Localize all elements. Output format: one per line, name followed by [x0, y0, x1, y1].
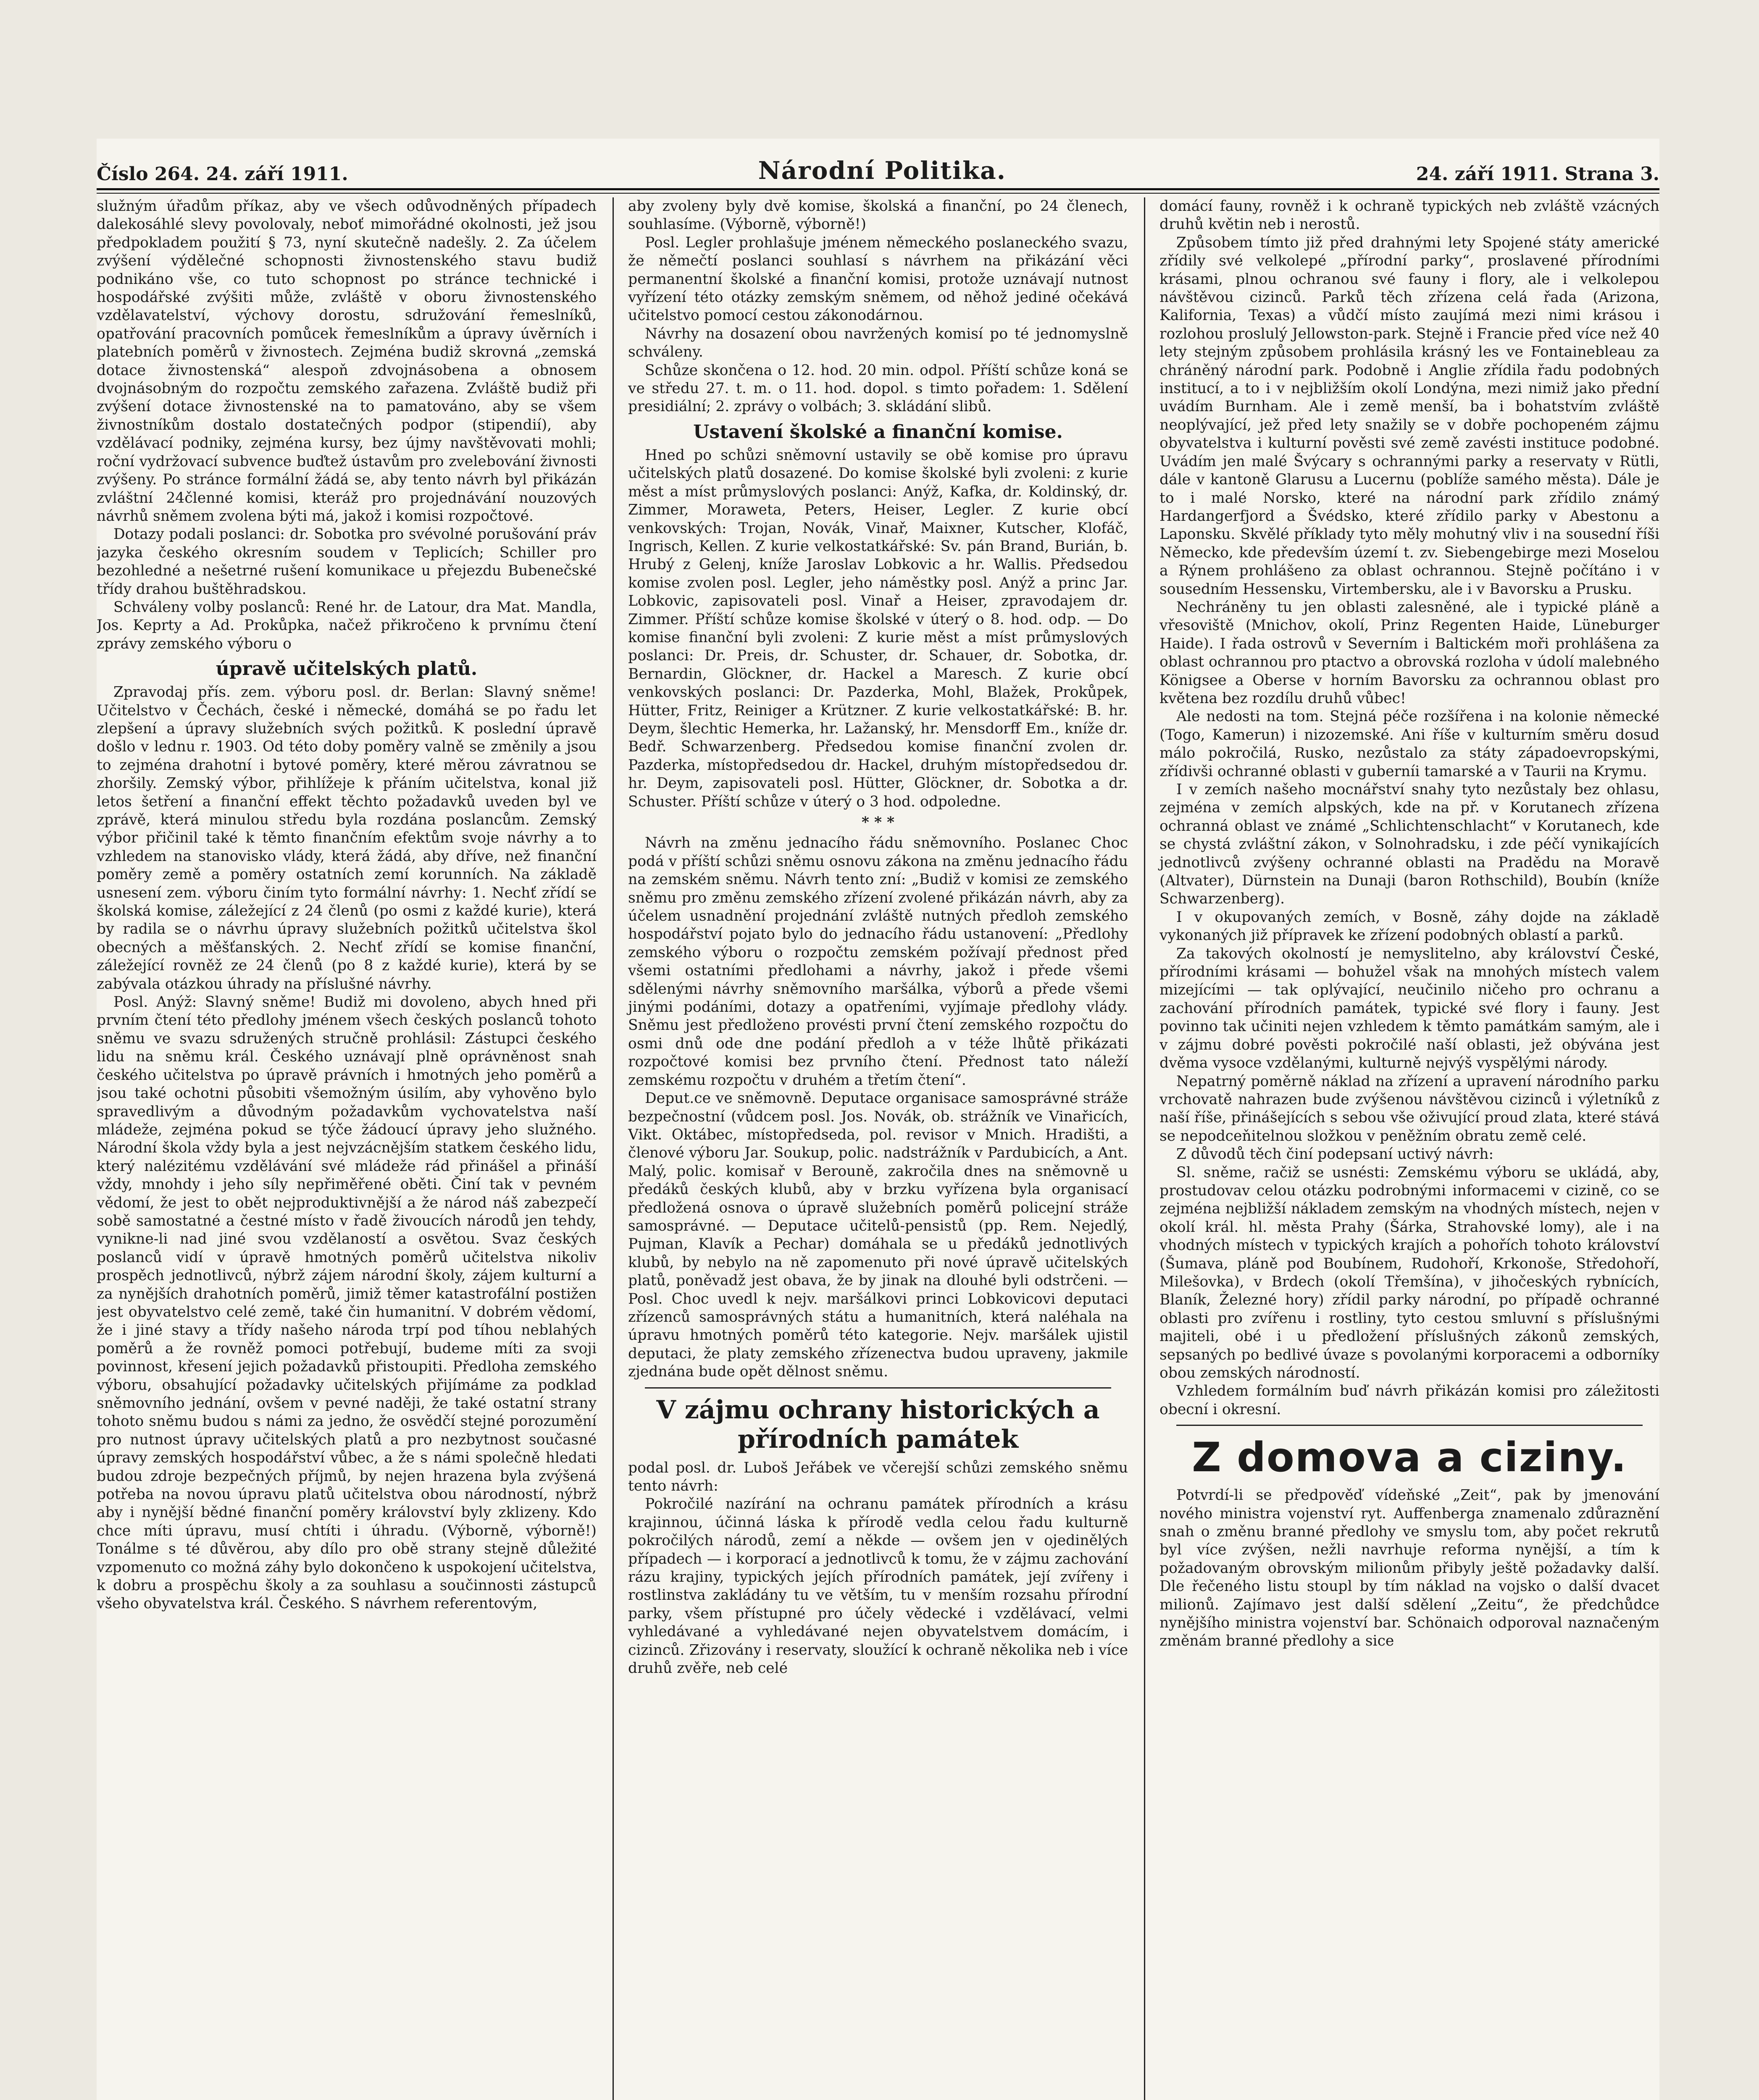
column-1 — [97, 197, 597, 2100]
paragraph: Za takových okolností je nemyslitelno, aby království České, přírodními krásami — bohužel však na mnohých místech valem mizejícími — tak oplývající, neučinilo ničeho pro ochranu a zachování přírodních památek, typické své flory i fauny. Jest povinno tak učiniti nejen vzhledem k těmto památkám samým, ale i v zájmu dobré pověsti pokročilé naší oblasti, jež obývána jest dvěma vysoce vzdělanými, kulturně nejvýš vyspělými národy. — [1160, 945, 1659, 1072]
article-heading: Ustavení školské a finanční komise. — [693, 421, 1063, 443]
paragraph: Návrh na změnu jednacího řádu sněmovního. Poslanec Choc podá v příští schůzi sněmu osnovu zákona na změnu jednacího řádu na zemském sněmu. Návrh tento zní: „Budiž v komisi ze zemského sněmu pro změnu zemského zřízení zvolené přikázán návrh, aby za účelem usnadnění projednání zvláště nutných předloh zemského hospodářství pojato bylo do jednacího řádu ustanovení: „Předlohy zemského výboru o rozpočtu zemském požívají přednost před všemi ostatními předlohami a návrhy, jakož i přede všemi sdělenými návrhy sněmovního maršálka, výborů a přede všemi jinými podáními, dotazy a opatřeními, vyjímaje předlohy vlády. Sněmu jest předloženo provésti první čtení zemského rozpočtu do osmi dnů ode dne podání předloh a v téže lhůtě přikázati rozpočtové komisi bez prvního čtení. Přednost tato náleží zemskému rozpočtu v druhém a třetím čtení“. — [628, 835, 1128, 1089]
paragraph: podal posl. dr. Luboš Jeřábek ve včerejší schůzi zemského sněmu tento návrh: — [628, 1459, 1128, 1494]
paragraph: Posl. Anýž: Slavný sněme! Budiž mi dovoleno, abych hned při prvním čtení této předlohy jménem všech českých poslanců tohoto sněmu ve svazu sdružených stručně prohlásil: Zástupci českého lidu na sněmu král. Českého uznávají plně oprávněnost snah českého učitelstva po úpravě právních i hmotných jeho poměrů a jsou také ochotni působiti všemožným úsilím, aby vyhověno bylo spravedlivým a důvodným požadavkům vychovatelstva naší mládeže, zejména pokud se týče žádoucí úpravy jeho služného. Národní škola vždy byla a jest nejvzácnějším statkem českého lidu, který nalézitému vzdělávání své mládeže rád přinášel a přináší vždy, mnohdy i jeho síly nepřiměřené oběti. Činí tak v pevném vědomí, že jest to obět nejproduktivnější a že národ náš zabezpečí sobě samostatné a čestné místo v řadě živoucích národů jen tehdy, vynikne-li nad jiné svou vzdělaností a osvětou. Svaz českých poslanců vidí v úpravě hmotných poměrů učitelstva nikoliv prospěch jednotlivců, nýbrž zájem národní školy, zájem kulturní a za nynějších drahotních poměrů, jimiž těmer katastrofální postižen jest obyvatelstvo celé země, také čin humanitní. V dobrém vědomí, že i jiné stavy a třídy našeho národa trpí pod tíhou neblahých poměrů a že rovněž pomoci potřebují, budeme míti za svoji povinnost, křesení jejich požadavků přistoupiti. Předloha zemského výboru, obsahující požadavky učitelských přijímáme za podklad sněmovního jednání, ovšem v pevné naději, že také ostatní strany tohoto sněmu budou s námi za jedno, že osvědčí stejné porozumění pro nutnost úpravy učitelských platů a pro nezbytnost současné úpravy zemských hospodářství vůbec, a že s námi společně hledati budou zdroje bezpečných příjmů, by nejen hrazena byla zvýšená potřeba na novou úpravu platů učitelstva obou národností, nýbrž aby i nynější bědné finanční poměry království byly zklizeny. Kdo chce míti úpravu, musí chtíti i úhradu. (Výborně, výborně!) Tonálme s té důvěrou, aby dílo pro obě strany stejně důležité vzpomenuto co možná záhy bylo dokončeno k uspokojení učitelstva, k dobru a prospěchu školy a za souhlasu a součinnosti zástupců všeho obyvatelstva král. Českého. S návrhem referentovým, — [97, 994, 597, 1612]
paragraph: služným úřadům příkaz, aby ve všech odůvodněných případech dalekosáhlé slevy povolovaly, neboť mimořádné okolnosti, jež jsou předpokladem použití § 73, nyní skutečně nadešly. 2. Za účelem zvýšení výdělečné schopnosti živnostenského stavu budiž podnikáno vše, co tuto schopnost po stránce technické i hospodářské zvýšiti může, zvláště v oboru živnostenského vzdělavatelství, výchovy dorostu, sdružování řemeslníků, opatřování pracovních pomůcek řemeslníkům a úpravy úvěrních i platebních poměrů v živnostech. Zejména budiž skrovná „zemská dotace živnostenská“ alespoň zdvojnásobena a obnosem dvojnásobným do rozpočtu zemského zařazena. Zvláště budiž při zvýšení dotace živnostenské na to pamatováno, aby se všem živnostníkům dostalo dostatečných podpor (stipendií), aby vzdělávací podniky, zejména kursy, bez újmy navštěvovati mohli; roční vydržovací subvence buďtež ústavům pro zvelebování živnosti zvýšeny. Po stránce formální žádá se, aby tento návrh byl přikázán zvláštní 24členné komisi, kteráž pro projednávání nouzových návrhů sněmem zvolena býti má, jakož i komisi rozpočtové. — [97, 198, 597, 525]
paragraph: Způsobem tímto již před drahnými lety Spojené státy americké zřídily své velkolepé „přírodní parky“, proslavené přírodními krásami, plnou ochranou své fauny i flory, ale i velkolepou návštěvou cizinců. Parků těch zřízena celá řada (Arizona, Kalifornia, Texas) a vůdčí místo zaujímá mezi nimi krásou i rozlohou proslulý Jellowston-park. Stejně i Francie před více než 40 lety stejným způsobem prohlásila krásný les ve Fontainebleau za chráněný národní park. Podobně i Anglie zřídila řadu podobných institucí, a to i v nejbližším okolí Londýna, mezi nimiž jako přední uvádím Burnham. Ale i země menší, ba i bohatstvím zvláště neoplývající, jež před lety snažily se v dobře pochopeném zájmu obyvatelstva i kulturní pověsti své země zavésti instituce podobné. Uvádím jen malé Švýcary s ochrannými parky a reservaty v Rütli, dále v kantoně Glarusu a Lucernu (poblíže samého města). Dále je to i malé Norsko, které na národní park zřídilo známý Hardangerfjord a Švédsko, které zřídilo parky v Abestonu a Laponsku. Skvělé příklady tyto měly mohutný vliv i na sousední říši Německo, kde především území t. zv. Siebengebirge mezi Moselou a Rýnem prohlášeno za oblast ochrannou. Stejně počítáno i v sousedním Hessensku, Virtembersku, ale i v Bavorsku a Prusku. — [1160, 234, 1659, 598]
divider — [645, 1387, 1111, 1389]
paragraph: Hned po schůzi sněmovní ustavily se obě komise pro úpravu učitelských platů dosazené. Do komise školské byli zvoleni: z kurie měst a míst průmyslových poslanci: Anýž, Kafka, dr. Koldinský, dr. Zimmer, Moraweta, Peters, Heiser, Legler. Z kurie obcí venkovských: Trojan, Novák, Vinař, Maixner, Kutscher, Klofáč, Ingrisch, Kellen. Z kurie velkostatkářské: Sv. pán Brand, Burián, b. Hrubý z Gelenj, kníže Jaroslav Lobkovic a hr. Wallis. Předsedou komise zvolen posl. Legler, jeho náměstky posl. Anýž a princ Jar. Lobkovic, zapisovateli posl. Vinař a Heiser, zpravodajem dr. Zimmer. Příští schůze komise školské v úterý o 8. hod. odp. — Do komise finanční byli zvoleni: Z kurie měst a míst průmyslových poslanci: Dr. Preis, dr. Schuster, dr. Schauer, dr. Sobotka, dr. Bernardin, Glöckner, dr. Hackel a Maresch. Z kurie obcí venkovských poslanci: Dr. Pazderka, Mohl, Blažek, Prokůpek, Hütter, Fritz, Reiniger a Krützner. Z kurie velkostatkářské: B. hr. Deym, šlechtic Hemerka, hr. Lažanský, hr. Mensdorff Em., kníže dr. Bedř. Schwarzenberg. Předsedou komise finanční zvolen dr. Pazderka, místopředsedou dr. Hackel, druhým místopředsedou dr. hr. Deym, zapisovateli posl. Hütter, Glöckner, dr. Sobotka a dr. Schuster. Příští schůze v úterý o 3 hod. odpoledne. — [628, 446, 1128, 810]
issue-number: Číslo 264. 24. září 1911. — [97, 163, 348, 185]
paragraph: Deput.ce ve sněmovně. Deputace organisace samosprávné stráže bezpečnostní (vůdcem posl. Jos. Novák, ob. strážník ve Vinařicích, Vikt. Oktábec, místopředseda, pol. revisor v Mnich. Hradišti, a členové výboru Jar. Soukup, polic. nadstrážník v Pardubicích, a Ant. Malý, polic. komisař v Berouně, zakročila dnes na sněmovně u předáků českých klubů, aby v brzku vyřízena byla organisací předložená osnova o úpravě služebních poměrů policejní stráže samosprávné. — Deputace učitelů-pensistů (pp. Rem. Nejedlý, Pujman, Klavík a Pechar) domáhala se u předáků jednotlivých klubů, by nebylo na ně zapomenuto při nové úpravě učitelských platů, poněvadž jest obava, že by jinak na dlouhé byli odstrčeni. — Posl. Choc uvedl k nejv. maršálkovi princi Lobkovicovi deputaci zřízenců samosprávných státu a humanitních, která naléhala na úpravu hmotných poměrů této kategorie. Nejv. maršálek ujistil deputaci, že platy zemského zřízenectva budou upraveny, jakmile zjednána bude opět dělnost sněmu. — [628, 1090, 1128, 1381]
paragraph: Z důvodů těch činí podepsaní uctivý návrh: — [1176, 1146, 1494, 1163]
header-rule — [97, 188, 1659, 194]
columns — [97, 197, 1659, 2100]
date-and-page: 24. září 1911. Strana 3. — [1416, 163, 1659, 185]
paragraph: Nepatrný poměrně náklad na zřízení a upravení národního parku vrchovatě nahrazen bude zvýšenou návštěvou cizinců i výletníků z naší říše, přinášejících s sebou vše oživující proud zlata, které stává se nepodceňitelnou složkou v peněžním obratu země celé. — [1160, 1073, 1659, 1144]
paragraph: Vzhledem formálním buď návrh přikázán komisi pro záležitosti obecní i okresní. — [1160, 1383, 1659, 1418]
divider — [1176, 1425, 1643, 1426]
paragraph: Ale nedosti na tom. Stejná péče rozšířena i na kolonie německé (Togo, Kamerun) i nizozemské. Ani říše v kulturním směru dosud málo pokročilá, Rusko, nezůstalo za státy západoevropskými, zřídivši ochranné oblasti v guberníi tamarské a v Taurii na Krymu. — [1160, 708, 1659, 780]
paragraph: Sl. sněme, račiž se usnésti: Zemskému výboru se ukládá, aby, prostudovav celou otázku podrobnými informacemi v cizině, co se zejména nejbližší nákladem zemským na vhodných místech, nejen v okolí král. hl. města Prahy (Šárka, Strahovské lomy), ale i na vhodných místech v typických krajích a pohořích tohoto království (Šumava, pláně pod Boubínem, Rudohoří, Krkonoše, Středohoří, Milešovka), v Brdech (okolí Třemšína), v jihočeských rybnících, Blaník, Železné hory) zřídil parky národní, po případě ochranné oblasti pro zvířenu i rostliny, tyto cestou smluvní s příslušnými majiteli, obé i u předložení příslušných zákonů zemských, sepsaných po bedlivé úvaze s povolanými korporacemi a odborníky obou zemských národností. — [1160, 1164, 1659, 1381]
paragraph: domácí fauny, rovněž i k ochraně typických neb zvláště vzácných druhů květin neb i nerostů. — [1160, 198, 1659, 233]
paragraph: Dotazy podali poslanci: dr. Sobotka pro svévolné porušování práv jazyka českého okresním soudem v Teplicích; Schiller pro bezohledné a nešetrné rušení komunikace u přejezdu Bubenečské třídy drahou buštěhradskou. — [97, 526, 597, 598]
column-2 — [613, 197, 1128, 2100]
paragraph: I v zemích našeho mocnářství snahy tyto nezůstaly bez ohlasu, zejména v zemích alpských, kde na př. v Korutanech zřízena ochranná oblast ve známé „Schlichtenschlacht“ v Korutanech, kde se chystá zvláštní zákon, v Solnohradsku, i zde péčí vynikajících jednotlivců zvýšeny ochranné oblasti na Pradědu na Moravě (Altvater), Dürnstein na Dunaji (baron Rothschild), Boubín (kníže Schwarzenberg). — [1160, 781, 1659, 908]
paragraph: Nechráněny tu jen oblasti zalesněné, ale i typické pláně a vřesoviště (Mnichov, okolí, Prinz Regenten Haide, Lüneburger Haide). I řada ostrovů v Severním i Baltickém moři prohlášena za oblast ochrannou pro ptactvo a obrovská rozloha v údolí malebného Königsee a Oberse v horním Bavorsku za ochrannou oblast pro květena bez rozdílu druhů vůbec! — [1160, 598, 1659, 707]
paragraph: aby zvoleny byly dvě komise, školská a finanční, po 24 členech, souhlasíme. (Výborně, výborně!) — [628, 198, 1128, 233]
paragraph: Schůze skončena o 12. hod. 20 min. odpol. Příští schůze koná se ve středu 27. t. m. o 11. hod. dopol. s timto pořadem: 1. Sdělení presidiální; 2. zprávy o volbách; 3. skládání slibů. — [628, 362, 1128, 415]
newspaper-page — [97, 139, 1659, 2100]
article-heading: V zájmu ochrany historických a přírodních památek — [656, 1395, 1100, 1454]
masthead: Národní Politika. — [758, 156, 1006, 185]
column-3 — [1144, 197, 1659, 2100]
paragraph: Schváleny volby poslanců: René hr. de Latour, dra Mat. Mandla, Jos. Keprty a Ad. Prokůpka, načež přikročeno k prvnímu čtení zprávy zemského výboru o — [97, 598, 597, 652]
paragraph: Potvrdí-li se předpověď vídeňské „Zeit“, pak by jmenování nového ministra vojenství ryt. Auffenberga znamenalo zdůraznění snah o změnu branné předlohy ve smyslu tom, aby počet rekrutů byl více zvýšen, nežli navrhuje reforma nynější, a tím k požadovaným obrovským milionům přibyly ještě požadavky další. Dle řečeného listu stoupl by tím náklad na vojsko o další dvacet milionů. Zajímavo jest další sdělení „Zeitu“, že předchůdce nynějšího ministra vojenství bar. Schönaich odporoval naznačeným změnám branné předlohy a sice — [1160, 1487, 1659, 1650]
page-header — [97, 147, 1659, 185]
paragraph: Návrhy na dosazení obou navržených komisí po té jednomyslně schváleny. — [628, 325, 1128, 361]
paragraph: I v okupovaných zemích, v Bosně, záhy dojde na základě vykonaných již přípravek ke zřízení podobných oblastí a parků. — [1160, 908, 1659, 944]
paragraph: Posl. Legler prohlašuje jménem německého poslaneckého svazu, že němečtí poslanci souhlasí s návrhem na přikázání věci permanentní školské a finanční komisi, protože uznávají nutnost vyřízení této otázky zemským sněmem, od něhož jediné očekává učitelstvo pomocí cestou zákonodárnou. — [628, 234, 1128, 324]
section-title: Z domova a ciziny. — [1192, 1434, 1627, 1481]
paragraph: Zpravodaj přís. zem. výboru posl. dr. Berlan: Slavný sněme! Učitelstvo v Čechách, české i německé, domáhá se po řadu let zlepšení a úpravy služebních svých požitků. K poslední úpravě došlo v lednu r. 1903. Od této doby poměry valně se změnily a jsou to zejména drahotní i bytové poměry, které měrou závratnou se zhoršily. Zemský výbor, přihlížeje k přáním učitelstva, konal již letos šetření a finanční effekt těchto požadavků uveden byl ve zprávě, která minulou středu byla rozdána poslancům. Zemský výbor přičinil také k těmto finančním efektům svoje návrhy a to vzhledem na stanovisko vlády, která žádá, aby dříve, než finanční poměry země a poměry ostatních zemí korunních. Na základě usnesení zem. výboru činím tyto formální návrhy: 1. Nechť zřídí se školská komise, záležející z 24 členů (po osmi z každé kurie), která by radila se o návrhu úpravy služebních požitků učitelstva škol obecných a měšťanských. 2. Nechť zřídí se komise finanční, záležející rovněž ze 24 členů (po 8 z každé kurie), která by se zabývala otázkou úhrady na příslušné návrhy. — [97, 684, 597, 992]
separator-stars: * * * — [861, 814, 895, 831]
paragraph: Pokročilé nazírání na ochranu památek přírodních a krásu krajinnou, účinná láska k přírodě vedla celou řadu kulturně pokročilých národů, zemí a někde — ovšem jen v ojedinělých případech — i korporací a jednotlivců k tomu, že v zájmu zachování rázu krajiny, typických jejích přírodních památek, její zvířeny i rostlinstva zakládány tu ve větším, tu v menším rozsahu přírodní parky, všem přístupné pro účely vědecké i vzdělávací, velmi vyhledávané a vyhledávané nejen obyvatelstvem domácím, i cizinců. Zřizovány i reservaty, sloužící k ochraně několika neb i více druhů zvěře, neb celé — [628, 1496, 1128, 1677]
article-heading: úpravě učitelských platů. — [216, 658, 478, 680]
